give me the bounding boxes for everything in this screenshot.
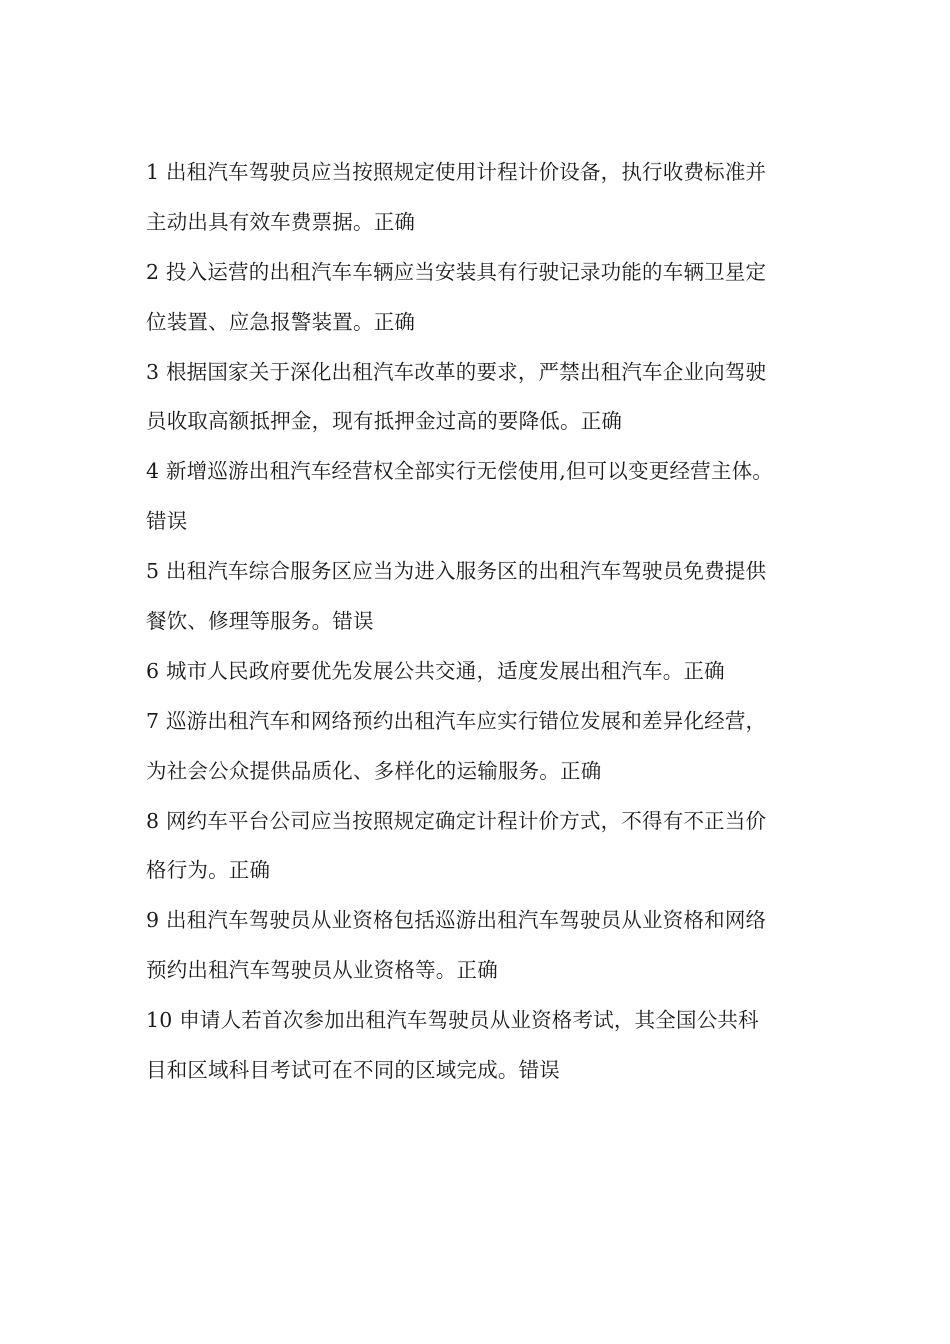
question-item-4 xyxy=(146,447,826,547)
question-text-line: 4 新增巡游出租汽车经营权全部实行无偿使用,但可以变更经营主体。 xyxy=(146,459,773,484)
question-list xyxy=(146,148,826,1096)
question-text-line: 6 城市人民政府要优先发展公共交通，适度发展出租汽车。正确 xyxy=(146,658,725,683)
question-text-line: 主动出具有效车费票据。正确 xyxy=(146,209,416,234)
question-text-line: 3 根据国家关于深化出租汽车改革的要求，严禁出租汽车企业向驾驶 xyxy=(146,359,767,384)
question-item-2 xyxy=(146,248,826,348)
question-text-line: 为社会公众提供品质化、多样化的运输服务。正确 xyxy=(146,758,602,783)
question-item-3 xyxy=(146,348,826,448)
question-item-1 xyxy=(146,148,826,248)
question-text-line: 格行为。正确 xyxy=(146,858,271,883)
question-text-line: 5 出租汽车综合服务区应当为进入服务区的出租汽车驾驶员免费提供 xyxy=(146,559,767,584)
question-text-line: 预约出租汽车驾驶员从业资格等。正确 xyxy=(146,958,498,983)
question-item-6 xyxy=(146,647,826,697)
question-text-line: 10 申请人若首次参加出租汽车驾驶员从业资格考试，其全国公共科 xyxy=(146,1008,759,1033)
question-text-line: 目和区域科目考试可在不同的区域完成。错误 xyxy=(146,1058,560,1083)
question-text-line: 员收取高额抵押金，现有抵押金过高的要降低。正确 xyxy=(146,409,623,434)
question-text-line: 2 投入运营的出租汽车车辆应当安装具有行驶记录功能的车辆卫星定 xyxy=(146,259,767,284)
question-item-5 xyxy=(146,547,826,647)
question-text-line: 错误 xyxy=(146,509,188,534)
question-item-9 xyxy=(146,896,826,996)
question-text-line: 9 出租汽车驾驶员从业资格包括巡游出租汽车驾驶员从业资格和网络 xyxy=(146,908,767,933)
question-item-7 xyxy=(146,697,826,797)
question-item-10 xyxy=(146,996,826,1096)
question-text-line: 7 巡游出租汽车和网络预约出租汽车应实行错位发展和差异化经营， xyxy=(146,708,767,733)
question-text-line: 餐饮、修理等服务。错误 xyxy=(146,609,374,634)
question-text-line: 8 网约车平台公司应当按照规定确定计程计价方式，不得有不正当价 xyxy=(146,808,767,833)
question-text-line: 位装置、应急报警装置。正确 xyxy=(146,309,416,334)
question-item-8 xyxy=(146,797,826,897)
question-text-line: 1 出租汽车驾驶员应当按照规定使用计程计价设备，执行收费标准并 xyxy=(146,160,767,184)
